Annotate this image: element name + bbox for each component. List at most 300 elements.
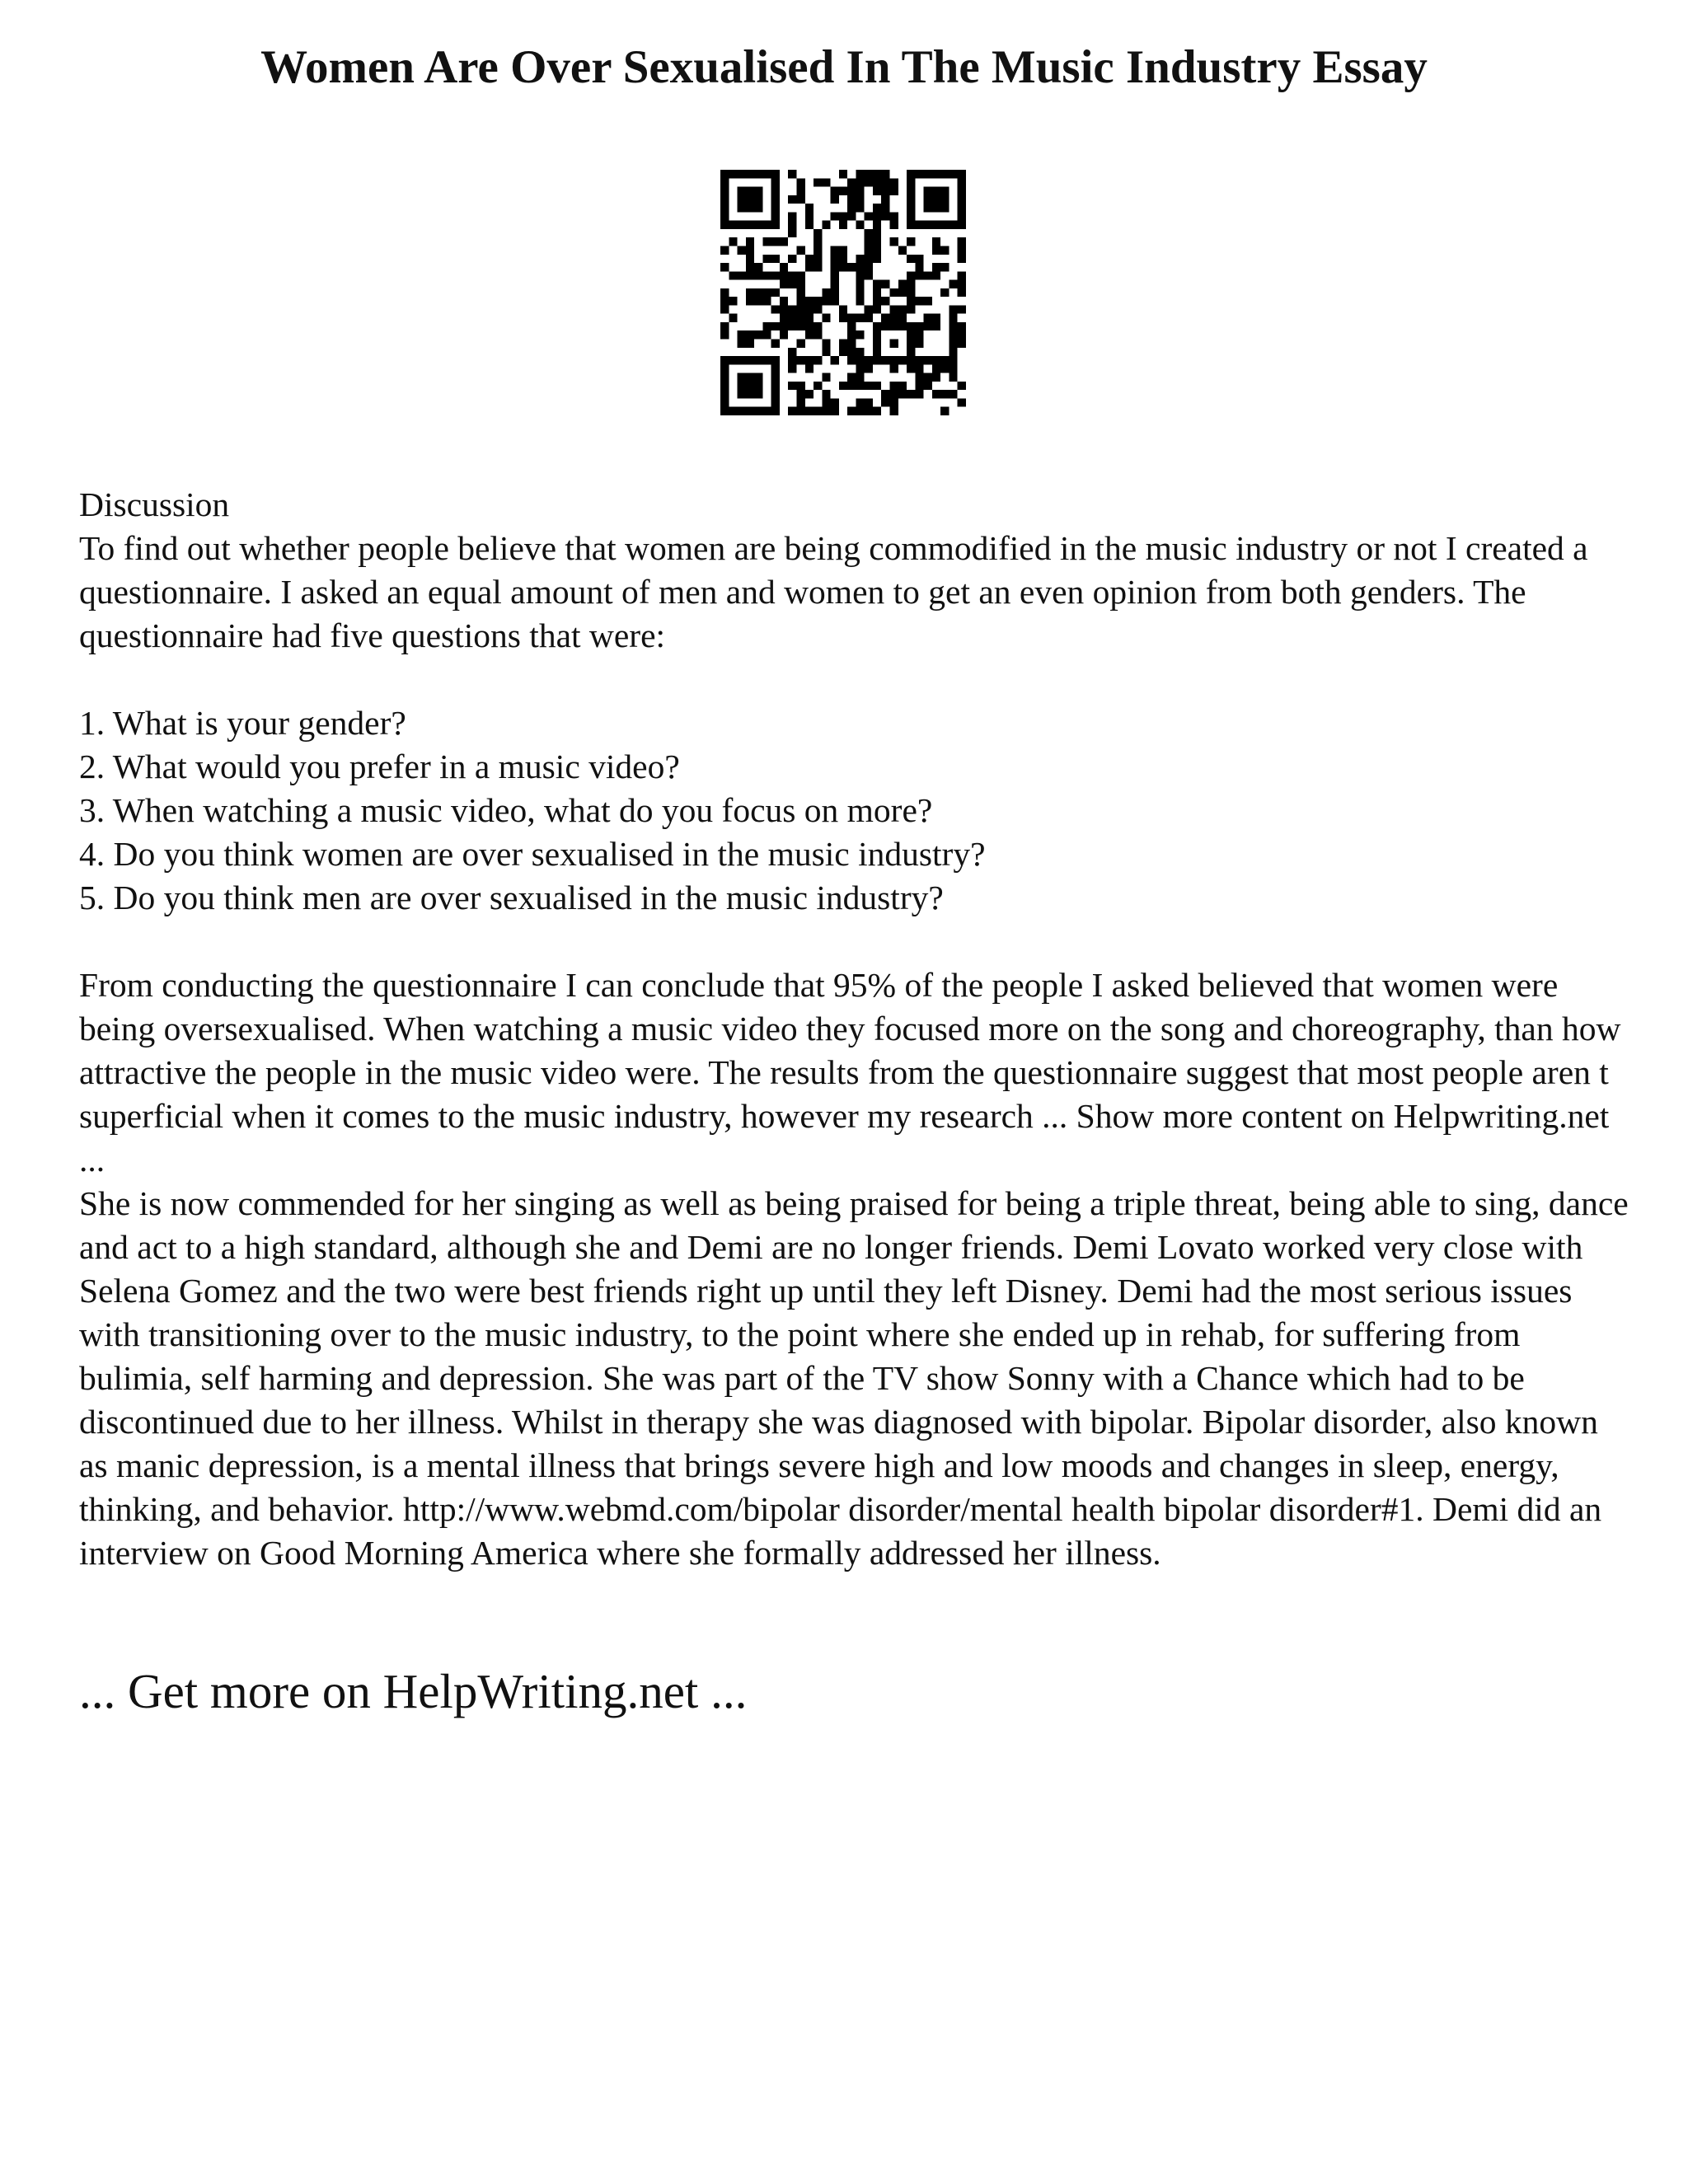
qr-module — [932, 221, 940, 229]
qr-module — [915, 221, 923, 229]
qr-module — [958, 398, 966, 406]
qr-module — [771, 255, 780, 263]
qr-module — [839, 212, 847, 220]
qr-module — [788, 322, 796, 330]
qr-module — [958, 255, 966, 263]
qr-module — [907, 187, 915, 195]
qr-module — [847, 178, 856, 186]
qr-module — [881, 195, 889, 204]
qr-module — [940, 364, 949, 373]
qr-module — [746, 263, 754, 271]
qr-module — [814, 229, 822, 237]
qr-module — [805, 330, 814, 339]
qr-module — [932, 246, 940, 254]
qr-module — [805, 314, 814, 322]
qr-module — [746, 195, 754, 204]
qr-module — [754, 382, 762, 390]
qr-module — [958, 204, 966, 212]
qr-module — [738, 356, 746, 364]
qr-module — [865, 407, 873, 415]
qr-module — [805, 204, 814, 212]
qr-module — [949, 340, 957, 348]
qr-module — [873, 340, 881, 348]
qr-module — [754, 330, 762, 339]
qr-module — [831, 297, 839, 305]
qr-module — [831, 187, 839, 195]
qr-module — [780, 237, 788, 246]
qr-module — [796, 271, 804, 279]
qr-module — [865, 237, 873, 246]
qr-module — [780, 280, 788, 288]
qr-module — [771, 390, 780, 398]
qr-module — [915, 340, 923, 348]
qr-module — [847, 356, 856, 364]
qr-module — [720, 322, 729, 330]
qr-module — [940, 221, 949, 229]
qr-module — [949, 373, 957, 382]
qr-code-graphic — [720, 170, 966, 415]
paragraph-spacer — [79, 920, 1629, 963]
qr-module — [940, 187, 949, 195]
qr-module — [890, 364, 898, 373]
qr-module — [831, 280, 839, 288]
qr-module — [873, 297, 881, 305]
qr-module — [720, 297, 729, 305]
qr-module — [958, 322, 966, 330]
qr-module — [762, 255, 771, 263]
qr-module — [814, 297, 822, 305]
qr-module — [890, 237, 898, 246]
qr-module — [788, 271, 796, 279]
list-item: 2. What would you prefer in a music video? — [79, 748, 680, 785]
qr-module — [847, 212, 856, 220]
qr-module — [856, 288, 864, 297]
qr-module — [856, 187, 864, 195]
qr-module — [881, 170, 889, 178]
qr-module — [746, 340, 754, 348]
qr-module — [940, 170, 949, 178]
qr-module — [831, 356, 839, 364]
qr-module — [924, 170, 932, 178]
qr-module — [729, 170, 737, 178]
qr-module — [831, 212, 839, 220]
qr-module — [720, 246, 729, 254]
qr-module — [865, 263, 873, 271]
qr-module — [915, 356, 923, 364]
qr-module — [873, 229, 881, 237]
qr-module — [907, 322, 915, 330]
qr-module — [814, 356, 822, 364]
qr-module — [865, 364, 873, 373]
qr-module — [762, 288, 771, 297]
qr-module — [881, 322, 889, 330]
qr-module — [805, 212, 814, 220]
qr-module — [873, 237, 881, 246]
qr-module — [881, 280, 889, 288]
qr-module — [915, 382, 923, 390]
qr-module — [932, 237, 940, 246]
qr-module — [856, 221, 864, 229]
qr-module — [839, 263, 847, 271]
qr-module — [958, 340, 966, 348]
body-paragraph: She is now commended for her singing as well as being praised for being a triple threat, being able to sing, dance and act to a high standard, although she and Demi are no longer friends. Demi Lovato worked very close with Selena Gomez and the two were best friends right up until they left Disney. Demi had the most serious issues with transitioning over to the music industry, to the point where she ended up in rehab, for suffering from bulimia, self harming and depression. She was part of the TV show Sonny with a Chance which had to be discontinued due to her illness. Whilst in therapy she was diagnosed with bipolar. Bipolar disorder, also known as manic depression, is a mental illness that brings severe high and low moods and changes in sleep, energy, thinking, and behavior. http://www.webmd.com/bipolar disorder/mental health bipolar disorder#1. Demi did an interview on Good Morning America where she formally addressed her illness. — [79, 1184, 1629, 1572]
qr-module — [898, 314, 907, 322]
qr-module — [805, 255, 814, 263]
qr-module — [873, 330, 881, 339]
qr-module — [873, 356, 881, 364]
qr-module — [746, 373, 754, 382]
qr-module — [940, 195, 949, 204]
qr-module — [958, 246, 966, 254]
qr-module — [932, 187, 940, 195]
qr-module — [796, 322, 804, 330]
qr-module — [881, 297, 889, 305]
qr-module — [940, 407, 949, 415]
qr-module — [771, 187, 780, 195]
qr-module — [788, 407, 796, 415]
qr-module — [746, 382, 754, 390]
qr-module — [847, 373, 856, 382]
qr-module — [831, 195, 839, 204]
qr-module — [839, 187, 847, 195]
qr-module — [907, 204, 915, 212]
qr-module — [932, 322, 940, 330]
qr-module — [746, 246, 754, 254]
section-heading: Discussion — [79, 485, 230, 523]
qr-module — [881, 398, 889, 406]
list-item: 5. Do you think men are over sexualised in the music industry? — [79, 879, 944, 916]
qr-module — [796, 305, 804, 313]
qr-module — [746, 237, 754, 246]
qr-module — [907, 364, 915, 373]
qr-module — [771, 382, 780, 390]
qr-module — [890, 221, 898, 229]
qr-module — [932, 373, 940, 382]
qr-module — [907, 280, 915, 288]
qr-module — [839, 305, 847, 313]
qr-module — [796, 288, 804, 297]
qr-module — [958, 305, 966, 313]
qr-module — [746, 271, 754, 279]
qr-module — [924, 221, 932, 229]
qr-module — [771, 271, 780, 279]
qr-module — [847, 322, 856, 330]
qr-module — [924, 204, 932, 212]
qr-module — [796, 246, 804, 254]
qr-module — [907, 288, 915, 297]
qr-module — [771, 356, 780, 364]
qr-module — [796, 178, 804, 186]
qr-module — [762, 330, 771, 339]
qr-module — [847, 263, 856, 271]
qr-module — [856, 195, 864, 204]
qr-module — [831, 407, 839, 415]
qr-module — [907, 212, 915, 220]
intro-paragraph: To find out whether people believe that women are being commodified in the music industry or not I created a questionnaire. I asked an equal amount of men and women to get an even opinion from both genders. The questionnaire had five questions that were: — [79, 529, 1588, 654]
qr-module — [940, 390, 949, 398]
qr-module — [754, 390, 762, 398]
qr-module — [720, 187, 729, 195]
get-more-link[interactable]: ... Get more on HelpWriting.net ... — [79, 1664, 748, 1718]
qr-module — [958, 221, 966, 229]
qr-module — [865, 246, 873, 254]
qr-module — [729, 221, 737, 229]
qr-module — [890, 398, 898, 406]
qr-module — [720, 373, 729, 382]
qr-module — [720, 195, 729, 204]
qr-module — [881, 314, 889, 322]
qr-module — [822, 178, 830, 186]
qr-module — [847, 187, 856, 195]
qr-module — [856, 314, 864, 322]
qr-module — [796, 398, 804, 406]
qr-module — [856, 348, 864, 356]
qr-module — [729, 237, 737, 246]
qr-module — [856, 297, 864, 305]
qr-module — [754, 263, 762, 271]
qr-module — [907, 348, 915, 356]
qr-module — [949, 322, 957, 330]
qr-module — [856, 364, 864, 373]
qr-module — [940, 246, 949, 254]
qr-module — [898, 322, 907, 330]
qr-module — [873, 221, 881, 229]
qr-module — [754, 187, 762, 195]
qr-module — [932, 271, 940, 279]
qr-module — [788, 305, 796, 313]
qr-module — [746, 390, 754, 398]
qr-module — [839, 348, 847, 356]
qr-module — [754, 407, 762, 415]
qr-module — [720, 212, 729, 220]
qr-module — [958, 212, 966, 220]
qr-module — [890, 178, 898, 186]
qr-module — [720, 407, 729, 415]
qr-module — [754, 170, 762, 178]
qr-module — [796, 390, 804, 398]
qr-module — [762, 237, 771, 246]
qr-module — [796, 356, 804, 364]
qr-module — [847, 348, 856, 356]
qr-module — [788, 195, 796, 204]
qr-module — [754, 221, 762, 229]
qr-module — [907, 340, 915, 348]
qr-module — [771, 212, 780, 220]
qr-module — [738, 340, 746, 348]
qr-module — [788, 348, 796, 356]
qr-module — [788, 229, 796, 237]
qr-module — [907, 330, 915, 339]
qr-module — [805, 221, 814, 229]
qr-module — [856, 263, 864, 271]
qr-module — [873, 288, 881, 297]
qr-module — [915, 373, 923, 382]
qr-module — [958, 382, 966, 390]
qr-module — [949, 390, 957, 398]
qr-module — [890, 356, 898, 364]
qr-module — [771, 204, 780, 212]
qr-module — [839, 221, 847, 229]
qr-module — [958, 237, 966, 246]
document-body — [79, 483, 1629, 1575]
qr-module — [865, 178, 873, 186]
qr-module — [831, 398, 839, 406]
qr-module — [771, 322, 780, 330]
qr-module — [720, 398, 729, 406]
qr-module — [924, 187, 932, 195]
qr-module — [831, 288, 839, 297]
qr-module — [958, 271, 966, 279]
qr-module — [754, 297, 762, 305]
qr-module — [754, 288, 762, 297]
qr-module — [762, 221, 771, 229]
qr-module — [738, 382, 746, 390]
qr-module — [890, 340, 898, 348]
qr-module — [831, 263, 839, 271]
qr-module — [898, 356, 907, 364]
qr-module — [805, 263, 814, 271]
qr-module — [720, 390, 729, 398]
qr-module — [780, 314, 788, 322]
qr-module — [805, 356, 814, 364]
qr-module — [865, 271, 873, 279]
qr-module — [949, 221, 957, 229]
qr-module — [720, 330, 729, 339]
qr-module — [754, 204, 762, 212]
qr-module — [915, 322, 923, 330]
qr-code-icon[interactable] — [720, 170, 966, 415]
qr-module — [746, 330, 754, 339]
qr-module — [907, 237, 915, 246]
qr-module — [738, 330, 746, 339]
qr-module — [822, 314, 830, 322]
qr-module — [796, 187, 804, 195]
qr-module — [890, 382, 898, 390]
qr-module — [814, 322, 822, 330]
qr-module — [865, 314, 873, 322]
qr-module — [780, 305, 788, 313]
qr-module — [940, 263, 949, 271]
qr-module — [738, 221, 746, 229]
qr-module — [856, 170, 864, 178]
qr-module — [822, 340, 830, 348]
qr-module — [805, 364, 814, 373]
qr-module — [932, 195, 940, 204]
qr-module — [746, 297, 754, 305]
qr-module — [847, 340, 856, 348]
qr-module — [738, 407, 746, 415]
qr-module — [873, 246, 881, 254]
qr-module — [865, 229, 873, 237]
qr-module — [898, 246, 907, 254]
qr-module — [907, 170, 915, 178]
qr-module — [847, 382, 856, 390]
qr-module — [890, 212, 898, 220]
qr-module — [949, 348, 957, 356]
qr-module — [788, 212, 796, 220]
qr-module — [729, 356, 737, 364]
qr-module — [958, 280, 966, 288]
qr-module — [720, 305, 729, 313]
qr-module — [788, 356, 796, 364]
qr-module — [881, 356, 889, 364]
qr-module — [780, 297, 788, 305]
qr-module — [890, 305, 898, 313]
qr-module — [738, 271, 746, 279]
qr-module — [771, 221, 780, 229]
qr-module — [771, 407, 780, 415]
qr-module — [915, 170, 923, 178]
qr-module — [814, 237, 822, 246]
list-item: 1. What is your gender? — [79, 704, 406, 742]
qr-module — [915, 330, 923, 339]
qr-module — [949, 280, 957, 288]
qr-module — [856, 407, 864, 415]
qr-module — [890, 187, 898, 195]
qr-module — [898, 280, 907, 288]
qr-module — [881, 178, 889, 186]
qr-module — [839, 170, 847, 178]
qr-module — [949, 314, 957, 322]
qr-module — [873, 255, 881, 263]
qr-module — [873, 382, 881, 390]
qr-module — [907, 178, 915, 186]
qr-module — [762, 297, 771, 305]
qr-module — [907, 255, 915, 263]
qr-module — [754, 195, 762, 204]
qr-module — [881, 187, 889, 195]
qr-module — [873, 280, 881, 288]
qr-module — [932, 204, 940, 212]
qr-module — [814, 305, 822, 313]
qr-module — [873, 322, 881, 330]
qr-module — [771, 195, 780, 204]
qr-module — [924, 322, 932, 330]
qr-module — [847, 314, 856, 322]
qr-module — [738, 204, 746, 212]
qr-module — [780, 330, 788, 339]
qr-module — [890, 288, 898, 297]
list-item: 4. Do you think women are over sexualised in the music industry? — [79, 835, 986, 873]
qr-module — [949, 364, 957, 373]
qr-module — [907, 221, 915, 229]
qr-module — [738, 390, 746, 398]
qr-module — [907, 271, 915, 279]
qr-module — [839, 314, 847, 322]
qr-module — [796, 407, 804, 415]
qr-module — [771, 340, 780, 348]
qr-module — [796, 280, 804, 288]
qr-module — [814, 178, 822, 186]
qr-module — [771, 305, 780, 313]
qr-module — [746, 288, 754, 297]
qr-module — [940, 288, 949, 297]
qr-module — [865, 212, 873, 220]
qr-module — [805, 390, 814, 398]
qr-module — [890, 390, 898, 398]
qr-module — [839, 255, 847, 263]
qr-module — [729, 314, 737, 322]
qr-module — [771, 170, 780, 178]
qr-module — [814, 263, 822, 271]
qr-module — [932, 170, 940, 178]
qr-module — [762, 407, 771, 415]
qr-module — [746, 187, 754, 195]
qr-module — [831, 255, 839, 263]
qr-module — [805, 407, 814, 415]
qr-module — [890, 322, 898, 330]
qr-module — [924, 382, 932, 390]
